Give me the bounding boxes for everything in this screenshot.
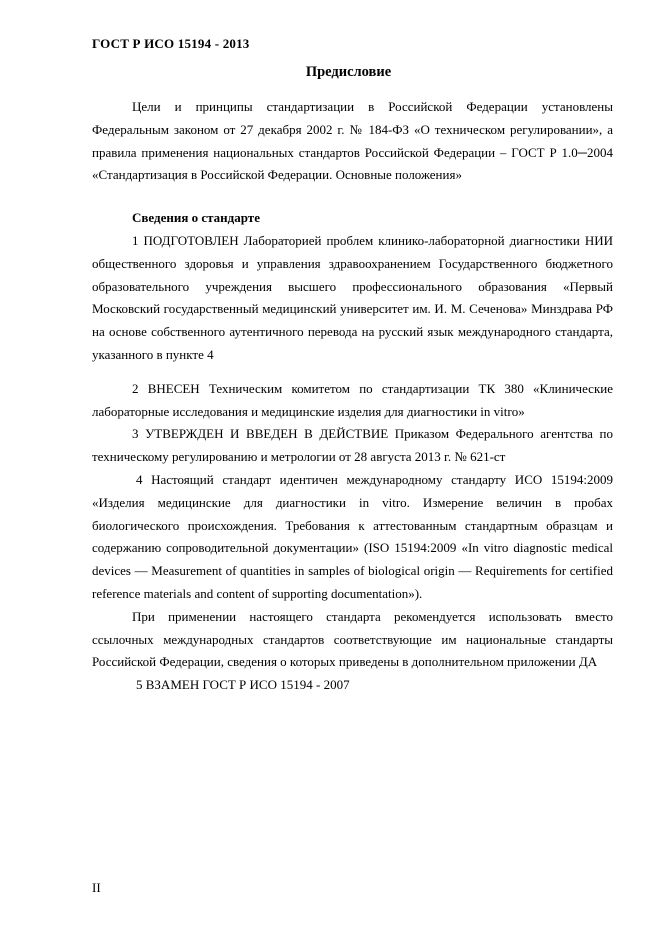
item-2-paragraph: 2 ВНЕСЕН Техническим комитетом по стандартизации ТК 380 «Клинические лабораторные исследования и медицинские изделия для диагностики in vitro» — [92, 380, 613, 419]
item-3-paragraph: 3 УТВЕРЖДЕН И ВВЕДЕН В ДЕЙСТВИЕ Приказом Федерального агентства по техническому регулированию и метрологии от 28 августа 2013 г. № 621-ст — [92, 426, 613, 465]
item-5-paragraph: 5 ВЗАМЕН ГОСТ Р ИСО 15194 - 2007 — [136, 677, 350, 693]
intro-paragraph: Цели и принципы стандартизации в Российской Федерации установлены Федеральным законом от 27 декабря 2002 г. № 184-ФЗ «О техническом регулировании», а правила применения национальных стандартов Российской Федерации – ГОСТ Р 1.0─2004 «Стандартизация в Российской Федерации. Основные положения» — [92, 99, 613, 183]
item-1-paragraph: 1 ПОДГОТОВЛЕН Лабораторией проблем клинико-лабораторной диагностики НИИ общественного здоровья и управления здравоохранением Государственного бюджетного образовательного учреждения высшего профессионального образования «Первый Московский государственный медицинский университет им. И. М. Сеченова» Минздрава РФ на основе собственного аутентичного перевода на русский язык международного стандарта, указанного в пункте 4 — [92, 232, 613, 362]
item-4-paragraph: 4 Настоящий стандарт идентичен международному стандарту ИСО 15194:2009 «Изделия медицинские для диагностики in vitro. Измерение величин в пробах биологического происхождения. Требования к аттестованным стандартным образцам и содержанию сопроводительной документации» (ISO 15194:2009 «In vitro diagnostic medical devices — Measurement of quantities in samples of biological origin — Requirements for certified reference materials and content of supporting documentation»). — [92, 471, 613, 601]
page-title — [0, 64, 661, 81]
document-body — [92, 96, 613, 697]
page-number: II — [92, 880, 101, 895]
section-heading: Сведения о стандарте — [132, 210, 260, 226]
document-code-header: ГОСТ Р ИСО 15194 - 2013 — [92, 36, 250, 51]
item-4-note-paragraph: При применении настоящего стандарта рекомендуется использовать вместо ссылочных международных стандартов соответствующие им национальные стандарты Российской Федерации, сведения о которых приведены в дополнительном приложении ДА — [92, 608, 613, 670]
title-text: Предисловие — [305, 64, 392, 80]
